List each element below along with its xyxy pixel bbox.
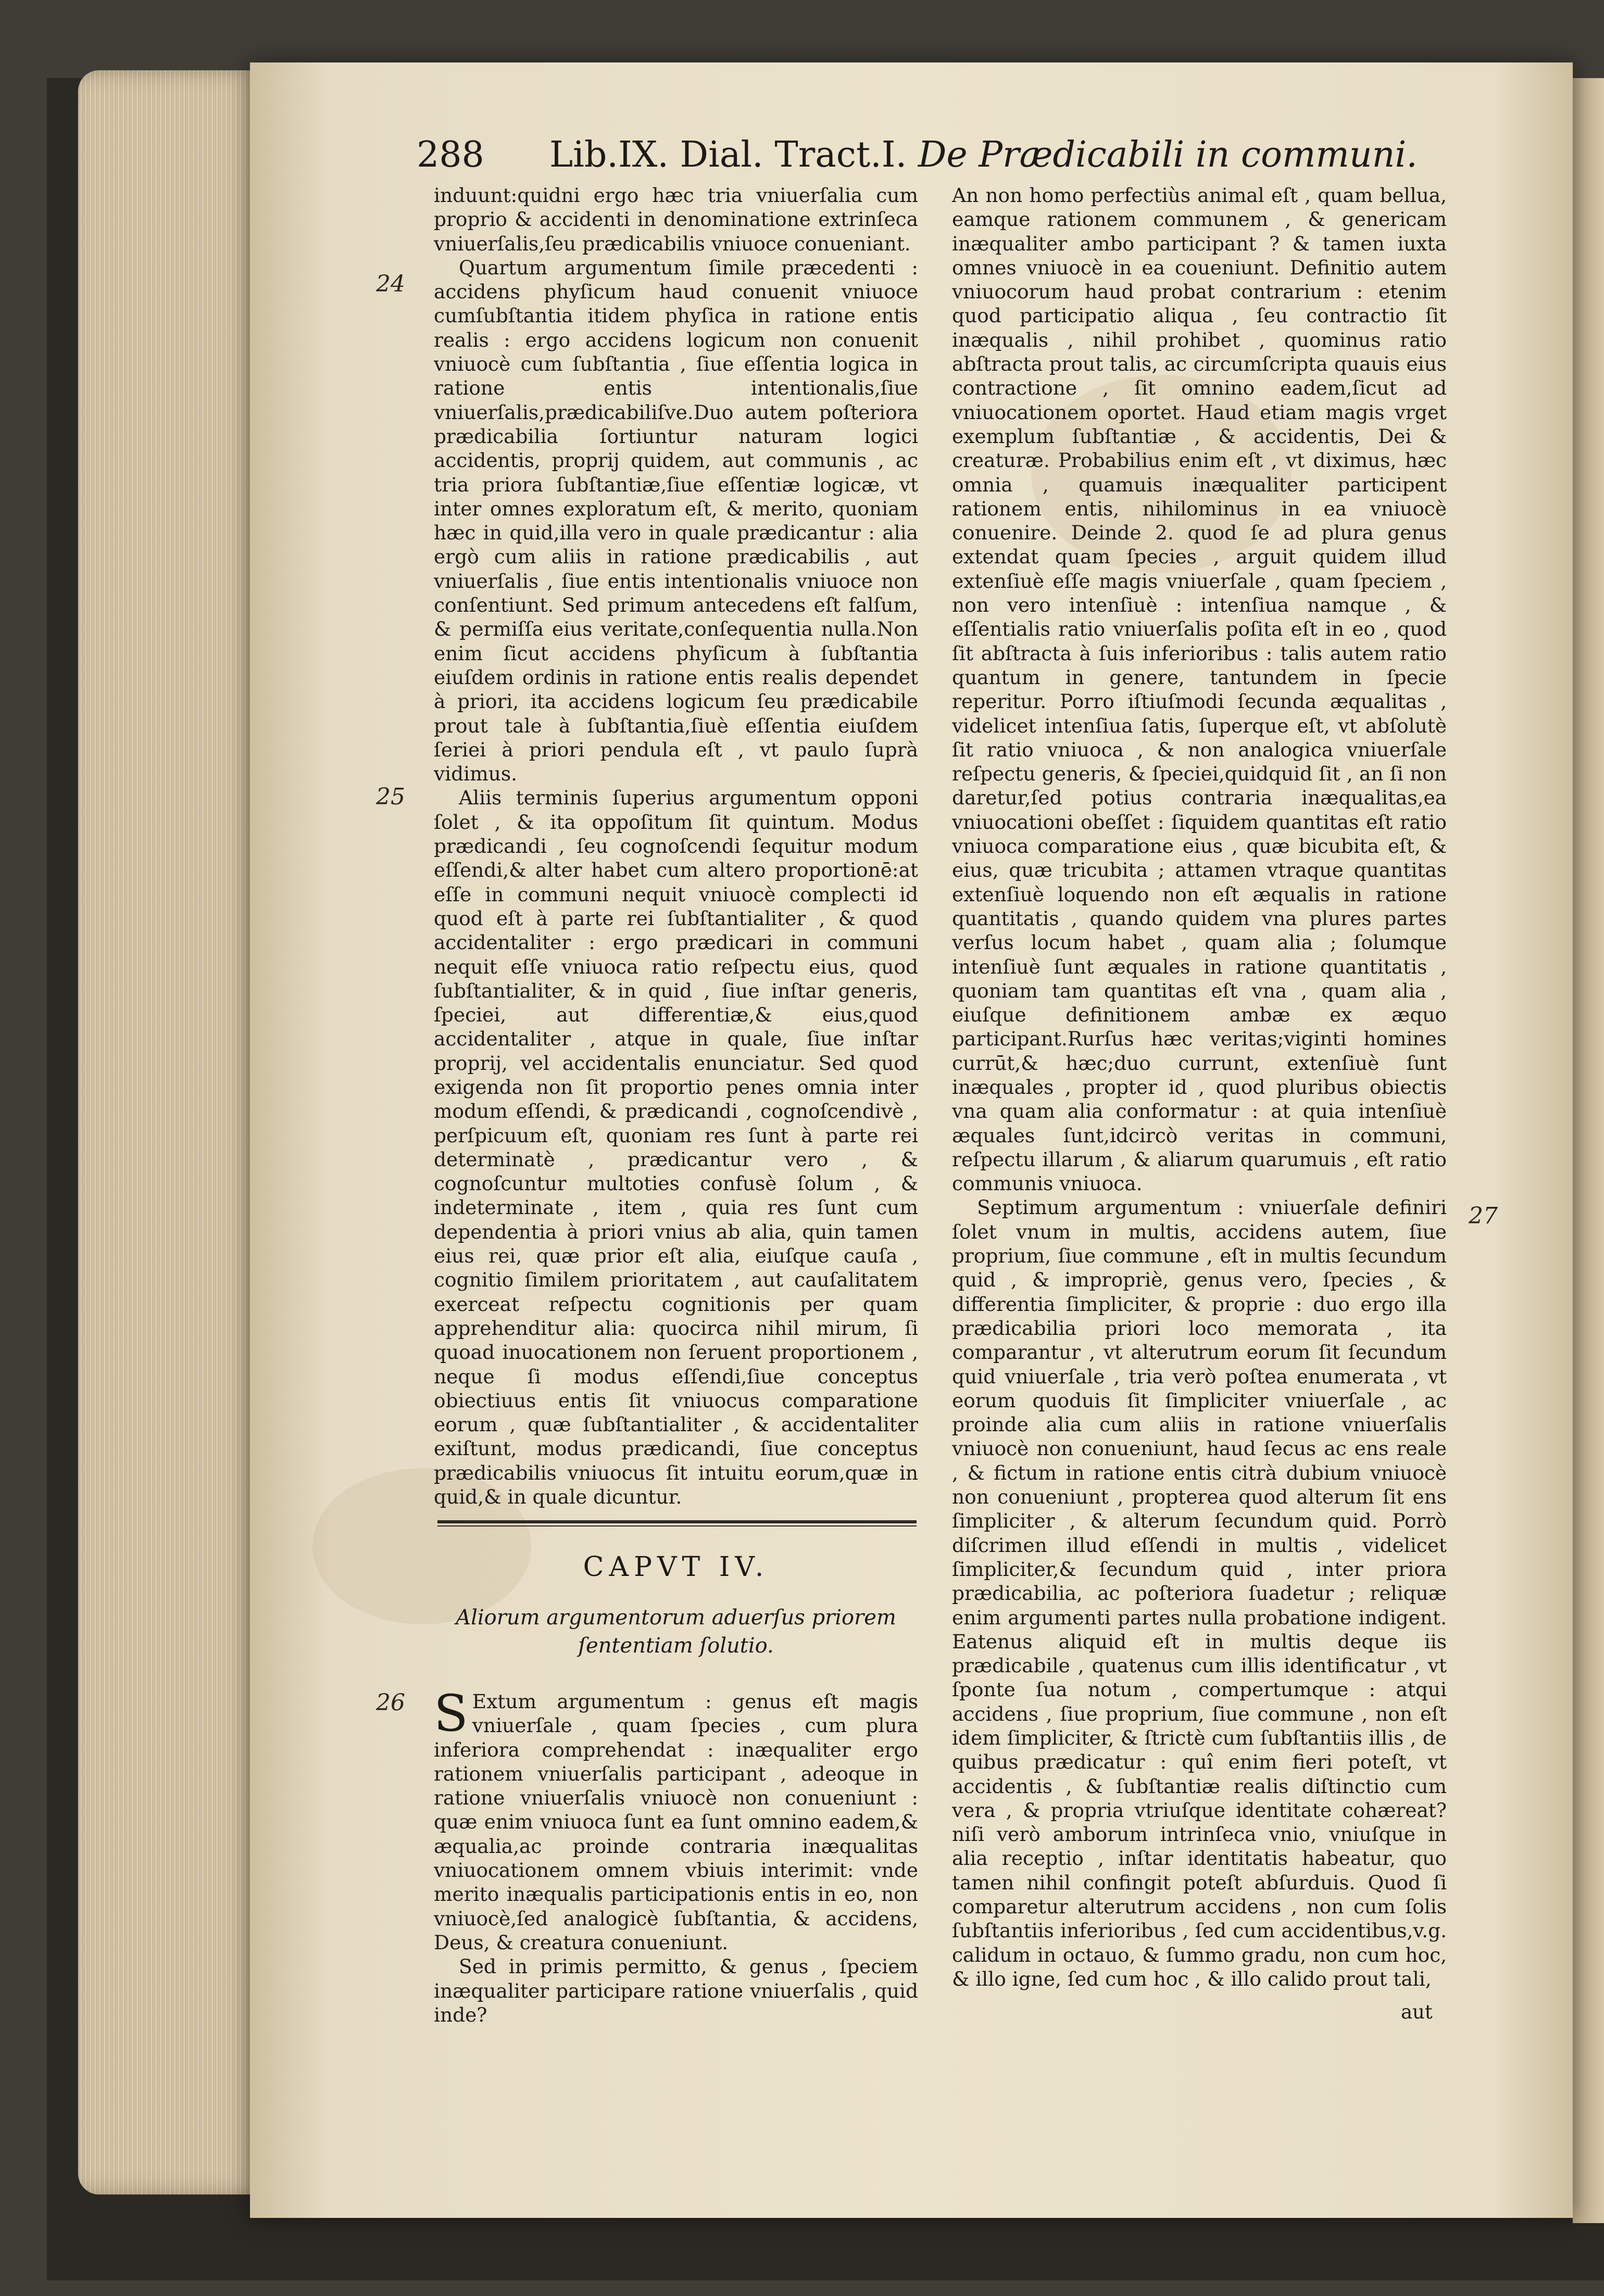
paragraph: induunt:quidni ergo hæc tria vniuerſalia cum proprio & accidenti in denominatione extrinſeca vniuerſalis,ſeu prædicabilis vniuoce conueniant. [434,184,918,255]
divider [437,1520,917,1523]
paragraph [434,1684,918,1954]
margin-number: 24 [376,271,405,297]
topic-title: De Prædicabili in communi. [918,134,1418,175]
left-column [434,183,918,1509]
catchword: aut [1401,2001,1433,2023]
book-section: Lib.IX. Dial. Tract.I. [549,134,907,175]
paragraph-text: Extum argumentum : genus eſt magis vniuerſale , quam ſpecies , cum plura inferiora comprehendat : inæqualiter ergo rationem vniuerſalis participant , adeoque in ratione vniuerſalis vniuocè non conueniunt : quæ enim vniuoca ſunt ea ſunt omnino eadem,& æqualia,ac proinde contraria inæqualitas vniuocationem omnem vbiuis interimit: vnde merito inæqualis participationis entis in eo, non vniuocè,ſed analogicè ſubſtantia, & accidens, Deus, & creatura conueniunt. [434,1690,918,1954]
paragraph: Aliis terminis ſuperius argumentum opponi ſolet , & ita oppoſitum ſit quintum. Modus prædicandi , ſeu cognoſcendi ſequitur modum eſſendi,& alter habet cum altero proportionē:at eſſe in communi nequit vniuocè complecti id quod eſt à parte rei ſubſtantialiter , & quod accidentaliter : ergo prædicari in communi nequit eſſe vniuoca ratio reſpectu eius, quod ſubſtantialiter, & in quid , ſiue inſtar generis, ſpeciei, aut differentiæ,& eius,quod accidentaliter , atque in quale, ſiue inſtar proprij, vel accidentalis enunciatur. Sed quod exigenda non ſit proportio penes omnia inter modum eſſendi, & prædicandi , cognoſcendivè , perſpicuum eſt, quoniam res ſunt à parte rei determinatè , prædicantur vero , & cognoſcuntur multoties confusè ſolum , & indeterminate , item , quia res ſunt cum dependentia à priori vnius ab alia, quin tamen eius rei, quæ prior eſt alia, eiuſque cauſa , cognitio ſimilem prioritatem , aut cauſalitatem exerceat reſpectu cognitionis per quam apprehenditur alia: quocirca nihil mirum, ſi quoad inuocationem non ſeruent proportionem , neque ſi modus eſſendi,ſiue conceptus obiectiuus entis ſit vniuocus comparatione eorum , quæ ſubſtantialiter , & accidentaliter exiſtunt, modus prædicandi, ſiue conceptus prædicabilis vniuocus ſit intuitu eorum,quæ in quid,& in quale dicuntur. [434,786,918,1509]
running-title [549,134,1418,175]
drop-cap: S [434,1684,468,1743]
running-header [417,129,1418,186]
page-edges [78,70,266,2194]
margin-number: 27 [1469,1203,1498,1229]
paragraph: Quartum argumentum ſimile præcedenti : accidens phyſicum haud conuenit vniuoce cumſubſtantia itidem phyſica in ratione entis realis : ergo accidens logicum non conuenit vniuocè cum ſubſtantia , ſiue eſſentia logica in ratione entis intentionalis,ſiue vniuerſalis,prædicabiliſve.Duo autem poſteriora prædicabilia ſortiuntur naturam logici accidentis, proprij quidem, aut communis , ac tria priora ſubſtantiæ,ſiue eſſentiæ logicæ, vt inter omnes exploratum eſt, & merito, quoniam hæc in quid,illa vero in quale prædicantur : alia ergò cum aliis in ratione prædicabilis , aut vniuerſalis , ſiue entis intentionalis vniuoce non conſentiunt. Sed primum antecedens eſt falſum, & permiſſa eius veritate,conſequentia nulla.Non enim ſicut accidens phyſicum à ſubſtantia eiuſdem ordinis in ratione entis realis dependet à priori, ita accidens logicum ſeu prædicabile prout tale à ſubſtantia,ſiuè eſſentia eiuſdem ſeriei à priori pendula eſt , vt paulo ſuprà vidimus. [434,256,918,786]
paragraph: Septimum argumentum : vniuerſale definiri ſolet vnum in multis, accidens autem, ſiue proprium, ſiue commune , eſt in multis ſecundum quid , & impropriè, genus vero, ſpecies , & differentia ſimpliciter, & proprie : duo ergo illa prædicabilia priori loco memorata , ita comparantur , vt alterutrum eorum ſit ſecundum quid vniuerſale , tria verò poſtea enumerata , vt eorum quoduis ſit ſimpliciter vniuerſale , ac proinde alia cum aliis in ratione vniuerſalis vniuocè non conueniunt, haud ſecus ac ens reale , & fictum in ratione entis citrà dubium vniuocè non conueniunt , propterea quod alterum ſit ens ſimpliciter , & alterum ſecundum quid. Porrò diſcrimen illud eſſendi in multis , videlicet ſimpliciter,& ſecundum quid , inter priora prædicabilia, ac poſteriora ſuadetur ; reliquæ enim argumenti partes nulla probatione indigent. Eatenus aliquid eſt in multis deque iis prædicabile , quatenus cum illis identificatur , vt ſponte ſua notum , compertumque : atqui accidens , ſiue proprium, ſiue commune , non eſt idem ſimpliciter, & ſtrictè cum ſubſtantiis illis , de quibus prædicatur : quî enim fieri poteſt, vt accidentis , & ſubſtantiæ realis diſtinctio cum vera , & propria vtriuſque identitate cohæreat? niſi verò amborum intrinſeca vnio, vniuſque in alia receptio , inſtar identitatis habeatur, quo tamen nihil confingit poteſt abſurduis. Quod ſi comparetur alterutrum accidens , non cum ſolis ſubſtantiis inferioribus , ſed cum accidentibus,v.g. calidum in octauo, & ſummo gradu, non cum hoc, & illo igne, ſed cum hoc , & illo calido prout tali, [952,1196,1447,1990]
right-column [952,183,1447,1991]
paragraph: An non homo perfectiùs animal eſt , quam bellua, eamque rationem communem , & genericam inæqualiter ambo participant ? & tamen iuxta omnes vniuocè in ea coueniunt. Definitio autem vniuocorum haud probat contrarium : etenim quod participatio aliqua , ſeu contractio ſit inæqualis , nihil prohibet , quominus ratio abſtracta prout talis, ac circumſcripta quauis eius contractione , ſit omnino eadem,ſicut ad vniuocationem oportet. Haud etiam magis vrget exemplum ſubſtantiæ , & accidentis, Dei & creaturæ. Probabilius enim eſt , vt diximus, hæc omnia , quamuis inæqualiter participent rationem entis, nihilominus in ea vniuocè conuenire. Deinde 2. quod ſe ad plura genus extendat quam ſpecies , arguit quidem illud extenſiuè eſſe magis vniuerſale , quam ſpeciem , non vero intenſiuè : intenſiua namque , & eſſentialis ratio vniuerſalis poſita eſt in eo , quod ſit abſtracta à ſuis inferioribus : talis autem ratio quantum in genere, tantundem in ſpecie reperitur. Porro iſtiuſmodi ſecunda æqualitas , videlicet intenſiua ſatis, ſuperque eſt, vt abſolutè ſit ratio vniuoca , & non analogica vniuerſale reſpectu generis, & ſpeciei,quidquid ſit , an ſi non daretur,ſed potius contraria inæqualitas,ea vniuocationi obeſſet : ſiquidem quantitas eſt ratio vniuoca comparatione eius , quæ bicubita eſt, & eius, quæ tricubita ; attamen vtraque quantitas extenſiuè loquendo non eſt æqualis in ratione quantitatis , quando quidem vna plures partes verſus locum habet , quam alia ; ſolumque intenſiuè ſunt æquales in ratione quantitatis , quoniam tam quantitas eſt vna , quam alia , eiuſque definitionem ambæ ex æquo participant.Rurſus hæc veritas;viginti homines currūt,& hæc;duo currunt, extenſiuè ſunt inæquales , propter id , quod pluribus obiectis vna quam alia conformatur : at quia intenſiuè æquales ſunt,idcircò veritas in communi, reſpectu illarum , & aliarum quarumuis , eſt ratio communis vniuoca. [952,184,1447,1195]
facing-page-edge [1573,78,1604,2223]
chapter-subtitle: Aliorum argumentorum aduerſus priorem ſententiam ſolutio. [456,1606,896,1658]
left-column-lower [434,1684,918,2027]
page-number: 288 [417,134,484,175]
margin-number: 25 [376,784,405,810]
margin-number: 26 [376,1689,405,1716]
chapter-heading: CAPVT IV. [583,1551,769,1583]
divider [437,1525,917,1527]
paragraph: Sed in primis permitto, & genus , ſpeciem inæqualiter participare ratione vniuerſalis , quid inde? [434,1955,918,2026]
